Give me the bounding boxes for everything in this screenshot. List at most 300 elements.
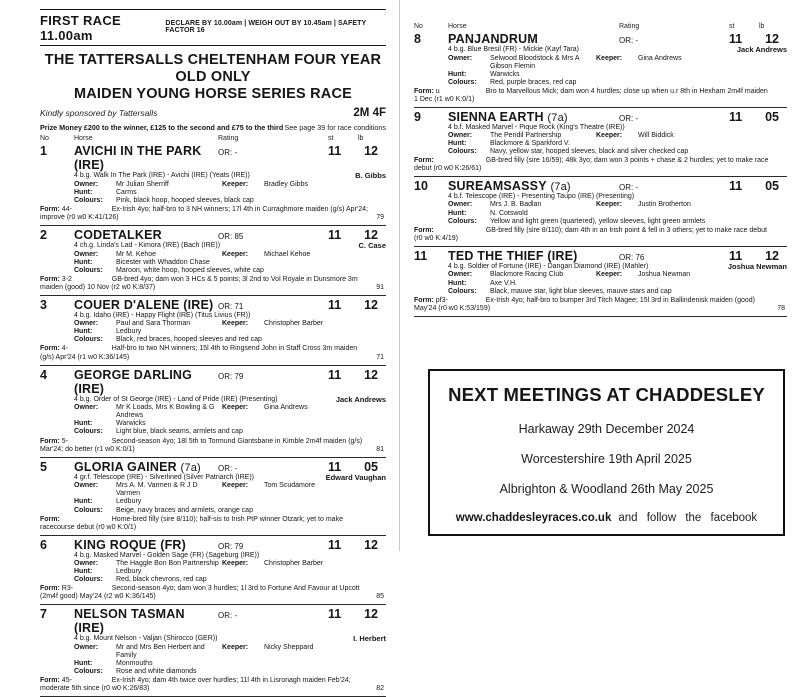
hunt-value: Warwicks	[116, 420, 146, 428]
official-rating: OR: -	[619, 36, 639, 45]
owner-row	[414, 201, 787, 209]
form-label: Form:	[40, 206, 60, 214]
owner-label: Owner:	[74, 643, 99, 651]
keeper-label: Keeper:	[596, 271, 623, 279]
weight-st: 11	[328, 537, 342, 552]
weight-st: 11	[328, 228, 342, 243]
meeting-item: Albrighton & Woodland 26th May 2025	[499, 481, 714, 496]
keeper-label: Keeper:	[222, 643, 249, 651]
hunt-row	[40, 498, 386, 506]
horse-name	[448, 249, 619, 263]
form-row	[40, 677, 386, 693]
horse-name-text: NELSON TASMAN (IRE)	[74, 607, 185, 636]
col-rating: Rating	[218, 135, 239, 143]
runner-entry	[414, 247, 787, 317]
form-label: Form:	[40, 676, 60, 684]
form-figures: 5-	[61, 437, 69, 445]
weight-st: 11	[328, 459, 342, 474]
runner-title-row	[414, 32, 787, 46]
form-rating: 78	[777, 304, 785, 312]
col-horse: Horse	[74, 135, 93, 143]
runners-list-left	[40, 142, 386, 697]
advert-footer	[436, 512, 777, 524]
owner-row	[40, 560, 386, 568]
horse-name-text: COUER D'ALENE (IRE)	[74, 298, 214, 313]
runner-number: 5	[40, 459, 47, 474]
horse-name-allowance: (7a)	[550, 181, 571, 194]
hunt-row	[414, 280, 787, 288]
runner-title-row	[40, 460, 386, 474]
horse-name	[74, 228, 218, 242]
hunt-row	[40, 328, 386, 336]
horse-name-text: KING ROQUE (FR)	[74, 537, 187, 552]
form-row	[40, 276, 386, 292]
hunt-label: Hunt:	[448, 140, 467, 148]
colours-value: Pink, black hoop, hooped sleeves, black cap	[116, 197, 254, 205]
keeper-label: Keeper:	[222, 404, 249, 412]
form-row	[40, 438, 386, 454]
colours-row	[40, 197, 386, 205]
runner-entry	[414, 108, 787, 177]
horse-name	[74, 538, 218, 552]
hunt-row	[414, 210, 787, 218]
breeding-row	[414, 124, 787, 132]
hunt-row	[40, 568, 386, 576]
hunt-value: Ledbury	[116, 328, 142, 336]
form-row	[414, 88, 787, 104]
colours-label: Colours:	[74, 667, 103, 675]
form-row	[414, 227, 787, 243]
keeper-label: Keeper:	[222, 320, 249, 328]
colours-row	[414, 218, 787, 226]
weight	[328, 538, 386, 552]
colours-value: Red, purple braces, red cap	[490, 78, 577, 86]
col-no: No	[40, 135, 49, 143]
owner-label: Owner:	[448, 132, 473, 140]
official-rating: OR: 85	[218, 232, 244, 242]
horse-name-text: SIENNA EARTH	[448, 110, 544, 125]
owner-value: Mr M. Kehoe	[116, 250, 157, 258]
form-comment: GB-bred filly (sire 8/110); dam 4th in an Irish point & fell in 3 others; yet to make race debut (r0 w0 K:4/19)	[414, 226, 767, 242]
race-title	[40, 52, 386, 103]
weight	[729, 249, 787, 263]
horse-name-allowance: (7a)	[180, 461, 201, 474]
weight-lb: 12	[364, 367, 378, 382]
colours-value: Maroon, white hoop, hooped sleeves, white cap	[116, 267, 264, 275]
runner-entry	[40, 142, 386, 226]
jockey-name: Edward Vaughan	[325, 472, 386, 482]
owner-label: Owner:	[74, 320, 99, 328]
runner-number: 10	[414, 179, 428, 194]
hunt-label: Hunt:	[74, 659, 93, 667]
hunt-value: Warwicks	[490, 70, 520, 78]
weight-lb: 12	[364, 298, 378, 313]
official-rating: OR: 79	[218, 541, 244, 551]
declare-weighout-line: DECLARE BY 10.00am | WEIGH OUT BY 10.45am | SAFETY FACTOR 16	[165, 20, 367, 34]
runner-number: 3	[40, 298, 47, 313]
prize-row	[40, 123, 386, 132]
weight	[328, 460, 386, 474]
keeper-label: Keeper:	[222, 482, 249, 490]
weight-st: 11	[729, 248, 743, 263]
form-figures: 3-2	[61, 276, 72, 284]
column-headers-right	[414, 23, 787, 30]
keeper-value: Will Biddick	[638, 132, 674, 140]
runner-number: 9	[414, 110, 421, 125]
owner-label: Owner:	[448, 54, 473, 62]
owner-value: Blackmore Racing Club	[490, 271, 564, 279]
hunt-value: Ledbury	[116, 498, 142, 506]
col-lb: lb	[759, 23, 765, 30]
form-label: Form:	[40, 345, 60, 353]
form-label: Form:	[414, 296, 434, 304]
runners-list-right	[414, 30, 787, 317]
meeting-item: Harkaway 29th December 2024	[518, 421, 695, 436]
form-row	[40, 345, 386, 361]
keeper-value: Bradley Gibbs	[264, 180, 308, 188]
breeding-line: 4 b.g. Masked Marvel - Golden Sage (FR) (Sageburg (IRE))	[74, 551, 260, 559]
form-rating: 71	[376, 353, 384, 361]
owner-value: Mr Julian Sherriff	[116, 180, 169, 188]
weight-st: 11	[729, 179, 743, 194]
weight-lb: 12	[765, 248, 779, 263]
race-conditions-note: See page 39 for race conditions	[284, 123, 386, 133]
colours-value: Yellow and light green (quartered), yellow sleeves, light green armlets	[490, 217, 706, 225]
jockey-name: Jack Andrews	[335, 394, 386, 404]
owner-value: Selwood Bloodstock & Mrs A Gibson Flemin	[490, 54, 580, 70]
form-comment: Ex-Irish 4yo; half-bro to 3 NH winners; 17l 4th in Curraghmore maiden (g/s) Apr'24; improve (r0 w0 K:41/126)	[40, 206, 368, 222]
breeding-line: 4 gr.f. Telescope (IRE) - Silverlined (Silver Patriarch (IRE))	[74, 473, 254, 481]
breeding-line: 4 b.g. Idaho (IRE) - Happy Flight (IRE) (Titus Livius (FR))	[74, 312, 251, 320]
race-time-label: FIRST RACE 11.00am	[40, 13, 121, 43]
breeding-row	[40, 635, 386, 644]
weight-lb: 12	[364, 144, 378, 159]
official-rating: OR: -	[619, 114, 639, 124]
keeper-value: Michael Kehoe	[264, 250, 311, 258]
owner-value: The Pendil Partnership	[490, 132, 562, 140]
race-header-row	[40, 10, 386, 45]
runner-entry	[40, 296, 386, 365]
owner-row	[414, 271, 787, 279]
jockey-name: C. Case	[358, 241, 386, 251]
runner-entry	[414, 30, 787, 108]
colours-row	[40, 428, 386, 436]
keeper-value: Nicky Sheppard	[264, 643, 314, 651]
col-lb: lb	[358, 135, 364, 143]
owner-row	[414, 132, 787, 140]
official-rating: OR: -	[218, 148, 238, 158]
form-figures: R3-	[61, 584, 74, 592]
breeding-line: 4 ch.g. Linda's Lad - Kimora (IRE) (Bach (IRE))	[74, 242, 221, 250]
runner-number: 2	[40, 228, 47, 243]
keeper-label: Keeper:	[596, 132, 623, 140]
col-horse: Horse	[448, 23, 467, 30]
breeding-row	[414, 263, 787, 272]
runner-title-row	[40, 368, 386, 396]
weight-lb: 12	[364, 228, 378, 243]
owner-value: Mr K Loads, Mrs K Bowling & G Andrews	[116, 404, 215, 420]
horse-name-text: SUREAMSASSY	[448, 179, 547, 194]
owner-value: Paul and Sara Thorman	[116, 320, 191, 328]
form-comment: Second-season 4yo; dam won 3 hurdles; 1l 3rd to Fortune And Favour at Upcott (2m4f good) May'24 (r2 w0 K:36/145)	[40, 584, 360, 601]
form-rating: 91	[376, 284, 384, 292]
runner-entry	[40, 226, 386, 296]
weight-st: 11	[328, 367, 342, 382]
colours-row	[40, 576, 386, 584]
owner-label: Owner:	[74, 404, 99, 412]
form-comment: Ex-Irish 4yo; half-bro to bumper 3rd Titch Magee; 15l 3rd in Ballindenisk maiden (good) May'24 (r0 w0 K:53/159)	[414, 296, 755, 312]
weight	[328, 368, 386, 382]
header-rule	[40, 45, 386, 46]
form-figures: 4-	[61, 345, 69, 353]
form-label: Form:	[414, 157, 434, 165]
colours-label: Colours:	[448, 287, 477, 295]
weight-st: 11	[729, 110, 743, 125]
breeding-row	[414, 193, 787, 201]
form-figures: pf3-	[435, 296, 448, 304]
hunt-row	[414, 71, 787, 79]
keeper-label: Keeper:	[596, 201, 623, 209]
horse-name-text: AVICHI IN THE PARK (IRE)	[74, 144, 202, 173]
colours-value: Black, red braces, hooped sleeves and red cap	[116, 336, 262, 344]
hunt-label: Hunt:	[74, 498, 93, 506]
weight-st: 11	[328, 144, 342, 159]
colours-row	[414, 288, 787, 296]
racecard-left-page	[0, 0, 399, 693]
col-st: st	[729, 23, 735, 30]
breeding-line: 4 b.f. Telescope (IRE) - Presenting Taupo (IRE) (Presenting)	[448, 193, 635, 201]
weight-lb: 12	[364, 537, 378, 552]
owner-value: The Haggle Bon Bon Partnership	[116, 559, 219, 567]
breeding-row	[40, 172, 386, 181]
weight-st: 11	[328, 607, 342, 622]
hunt-row	[414, 140, 787, 148]
weight-lb: 05	[765, 179, 779, 194]
owner-row	[40, 181, 386, 189]
breeding-line: 4 b.g. Order of St George (IRE) - Land of Pride (IRE) (Presenting)	[74, 395, 278, 403]
owner-row	[40, 251, 386, 259]
colours-label: Colours:	[74, 575, 103, 583]
weight-st: 11	[328, 298, 342, 313]
owner-row	[40, 644, 386, 660]
breeding-line: 4 b.f. Masked Marvel - Pique Rock (King's Theatre (IRE))	[448, 124, 625, 132]
form-comment: GB-bred filly (sire 16/59); 48k 3yo; dam won 3 points + chase & 2 hurdles; yet to make race debut (r0 w0 K:26/61)	[414, 157, 769, 173]
owner-row	[414, 55, 787, 71]
hunt-label: Hunt:	[74, 258, 93, 266]
horse-name	[448, 179, 619, 193]
race-distance: 2M 4F	[353, 107, 386, 120]
weight-lb: 12	[765, 32, 779, 46]
race-title-line2: MAIDEN YOUNG HORSE SERIES RACE	[73, 86, 353, 103]
column-headers-left	[40, 135, 386, 142]
website-suffix-text: and follow the facebook	[618, 511, 758, 524]
hunt-value: Ledbury	[116, 567, 142, 575]
form-row	[40, 585, 386, 601]
hunt-row	[40, 259, 386, 267]
weight	[328, 144, 386, 158]
form-rating: 81	[376, 445, 384, 453]
owner-label: Owner:	[448, 271, 473, 279]
weight	[729, 179, 787, 193]
form-row	[40, 206, 386, 222]
keeper-value: Tom Scudamore	[264, 482, 315, 490]
breeding-line: 4 b.g. Blue Bresil (FR) - Mickie (Kayf Tara)	[448, 46, 579, 53]
runner-number: 4	[40, 367, 47, 382]
colours-value: Navy, yellow star, hooped sleeves, black and silver checked cap	[490, 148, 689, 156]
breeding-row	[40, 242, 386, 251]
colours-label: Colours:	[448, 148, 477, 156]
owner-row	[40, 482, 386, 498]
owner-row	[40, 320, 386, 328]
keeper-label: Keeper:	[222, 250, 249, 258]
owner-label: Owner:	[74, 250, 99, 258]
colours-row	[40, 267, 386, 275]
weight-st: 11	[729, 32, 743, 46]
horse-name	[74, 298, 218, 312]
hunt-label: Hunt:	[74, 189, 93, 196]
runner-title-row	[40, 607, 386, 635]
colours-label: Colours:	[74, 267, 103, 275]
form-rating: 82	[376, 685, 384, 693]
jockey-name: Jack Andrews	[736, 45, 787, 54]
breeding-row	[40, 312, 386, 320]
colours-value: Rose and white diamonds	[116, 667, 197, 675]
colours-label: Colours:	[74, 506, 103, 514]
form-comment: GB-bred 4yo; dam won 3 HCs & 5 points; 3l 2nd to Vol Royale in Dunsmore 3m maiden (good) 10 Nov (r2 w0 K:8/37)	[40, 276, 358, 292]
colours-value: Light blue, black seams, armlets and cap	[116, 428, 243, 436]
form-label: Form:	[40, 437, 60, 445]
next-meetings-advert	[428, 369, 785, 536]
form-label: Form:	[40, 276, 60, 284]
horse-name	[74, 368, 218, 396]
jockey-name: Joshua Newman	[727, 261, 787, 271]
hunt-row	[40, 660, 386, 668]
runner-entry	[414, 177, 787, 246]
hunt-value: Blackmore & Sparkford V.	[490, 140, 570, 148]
form-comment: Second-season 4yo; 18l 5th to Tormund Giantsbane in Kimble 2m4f maiden (g/s) Mar'24; do better (r1 w0 K:0/1)	[40, 437, 363, 453]
weight-lb: 12	[364, 607, 378, 622]
official-rating: OR: 79	[218, 371, 244, 381]
form-comment: Home-bred filly (sire 8/110); half-sis to Irish PtP winner Otzark; yet to make racecourse debut (r0 w0 K:0/1)	[40, 515, 343, 531]
jockey-name: B. Gibbs	[355, 171, 386, 181]
runner-title-row	[40, 144, 386, 172]
runner-entry	[40, 536, 386, 605]
weight	[328, 228, 386, 242]
hunt-label: Hunt:	[74, 567, 93, 575]
owner-row	[40, 404, 386, 420]
keeper-value: Justin Brotherton	[638, 201, 691, 209]
breeding-line: 4 b.g. Mount Nelson - Valjan (Shirocco (GER))	[74, 635, 218, 643]
colours-row	[414, 148, 787, 156]
form-label: Form:	[414, 226, 434, 234]
hunt-value: Axe V.H.	[490, 279, 517, 287]
form-figures: 44-	[61, 206, 72, 214]
breeding-row	[40, 396, 386, 405]
form-label: Form:	[40, 584, 60, 592]
weight	[328, 298, 386, 312]
official-rating: OR: 76	[619, 252, 645, 262]
form-comment: Ex-Irish 4yo; dam 4th twice over hurdles; 11l 4th in Lisronagh maiden Feb'24; moderate 5th since (r0 w0 K:26/83)	[40, 676, 351, 693]
weight	[328, 607, 386, 621]
runner-number: 7	[40, 607, 47, 622]
runner-number: 8	[414, 32, 421, 46]
hunt-label: Hunt:	[74, 328, 93, 336]
meeting-item: Worcestershire 19th April 2025	[521, 451, 692, 466]
horse-name-text: GLORIA GAINER	[74, 459, 177, 474]
website-url: www.chaddesleyraces.co.uk	[455, 511, 612, 524]
hunt-label: Hunt:	[74, 420, 93, 428]
sponsor-line: Kindly sponsored by Tattersalls	[40, 108, 158, 119]
race-title-line1: THE TATTERSALLS CHELTENHAM FOUR YEAR OLD ONLY	[44, 52, 382, 86]
form-row	[40, 516, 386, 532]
hunt-row	[40, 189, 386, 197]
runner-title-row	[40, 298, 386, 312]
owner-label: Owner:	[74, 482, 99, 490]
horse-name	[74, 460, 218, 474]
form-comment: Half-bro to two NH winners; 15l 4th to Ringsend John in Staff Cross 3m maiden (g/s) Apr'24 (r1 w0 K:36/145)	[40, 345, 358, 361]
keeper-value: Joshua Newman	[638, 271, 691, 279]
breeding-row	[40, 474, 386, 483]
runner-title-row	[414, 179, 787, 193]
keeper-label: Keeper:	[222, 180, 249, 188]
hunt-label: Hunt:	[448, 209, 467, 217]
keeper-label: Keeper:	[596, 54, 623, 62]
form-row	[414, 297, 787, 313]
hunt-value: N. Cotswold	[490, 209, 528, 217]
runner-title-row	[414, 249, 787, 263]
runner-title-row	[40, 228, 386, 242]
runner-title-row	[414, 110, 787, 124]
hunt-label: Hunt:	[448, 279, 467, 287]
hunt-label: Hunt:	[448, 70, 467, 78]
horse-name	[74, 607, 218, 635]
horse-name-text: TED THE THIEF (IRE)	[448, 248, 578, 263]
form-label: Form:	[40, 515, 60, 523]
owner-value: Mr and Mrs Ben Herbert and Family	[116, 643, 205, 659]
breeding-row	[40, 552, 386, 560]
horse-name	[448, 110, 619, 124]
hunt-value: Bicester with Whaddon Chase	[116, 258, 210, 266]
owner-value: Mrs J. B. Badlan	[490, 201, 542, 209]
horse-name-text: GEORGE DARLING (IRE)	[74, 367, 193, 396]
official-rating: OR: -	[218, 611, 238, 621]
runner-entry	[40, 366, 386, 458]
keeper-value: Christopher Barber	[264, 559, 324, 567]
owner-label: Owner:	[74, 180, 99, 188]
keeper-value: Christopher Barber	[264, 320, 324, 328]
colours-value: Beige, navy braces and armlets, orange cap	[116, 506, 253, 514]
runner-number: 6	[40, 537, 47, 552]
keeper-value: Gina Andrews	[264, 404, 308, 412]
runner-title-row	[40, 538, 386, 552]
keeper-label: Keeper:	[222, 559, 249, 567]
owner-label: Owner:	[74, 559, 99, 567]
horse-name-allowance: (7a)	[547, 112, 568, 125]
official-rating: OR: -	[619, 183, 639, 193]
sponsor-row	[40, 107, 386, 119]
keeper-value: Gina Andrews	[638, 54, 682, 62]
colours-label: Colours:	[74, 197, 103, 205]
owner-label: Owner:	[448, 201, 473, 209]
weight-lb: 05	[765, 110, 779, 125]
col-rating: Rating	[619, 23, 640, 30]
form-comment: Bro to Marvellous Mick; dam won 4 hurdles; close up when u.r 8th in Hexham 2m4f maiden 1 Dec (r1 w0 K:0/1)	[414, 87, 768, 103]
form-rating: 79	[376, 214, 384, 222]
colours-label: Colours:	[74, 428, 103, 436]
official-rating: OR: 71	[218, 302, 244, 312]
form-figures: 45-	[61, 676, 72, 684]
form-figures: u	[435, 87, 440, 95]
